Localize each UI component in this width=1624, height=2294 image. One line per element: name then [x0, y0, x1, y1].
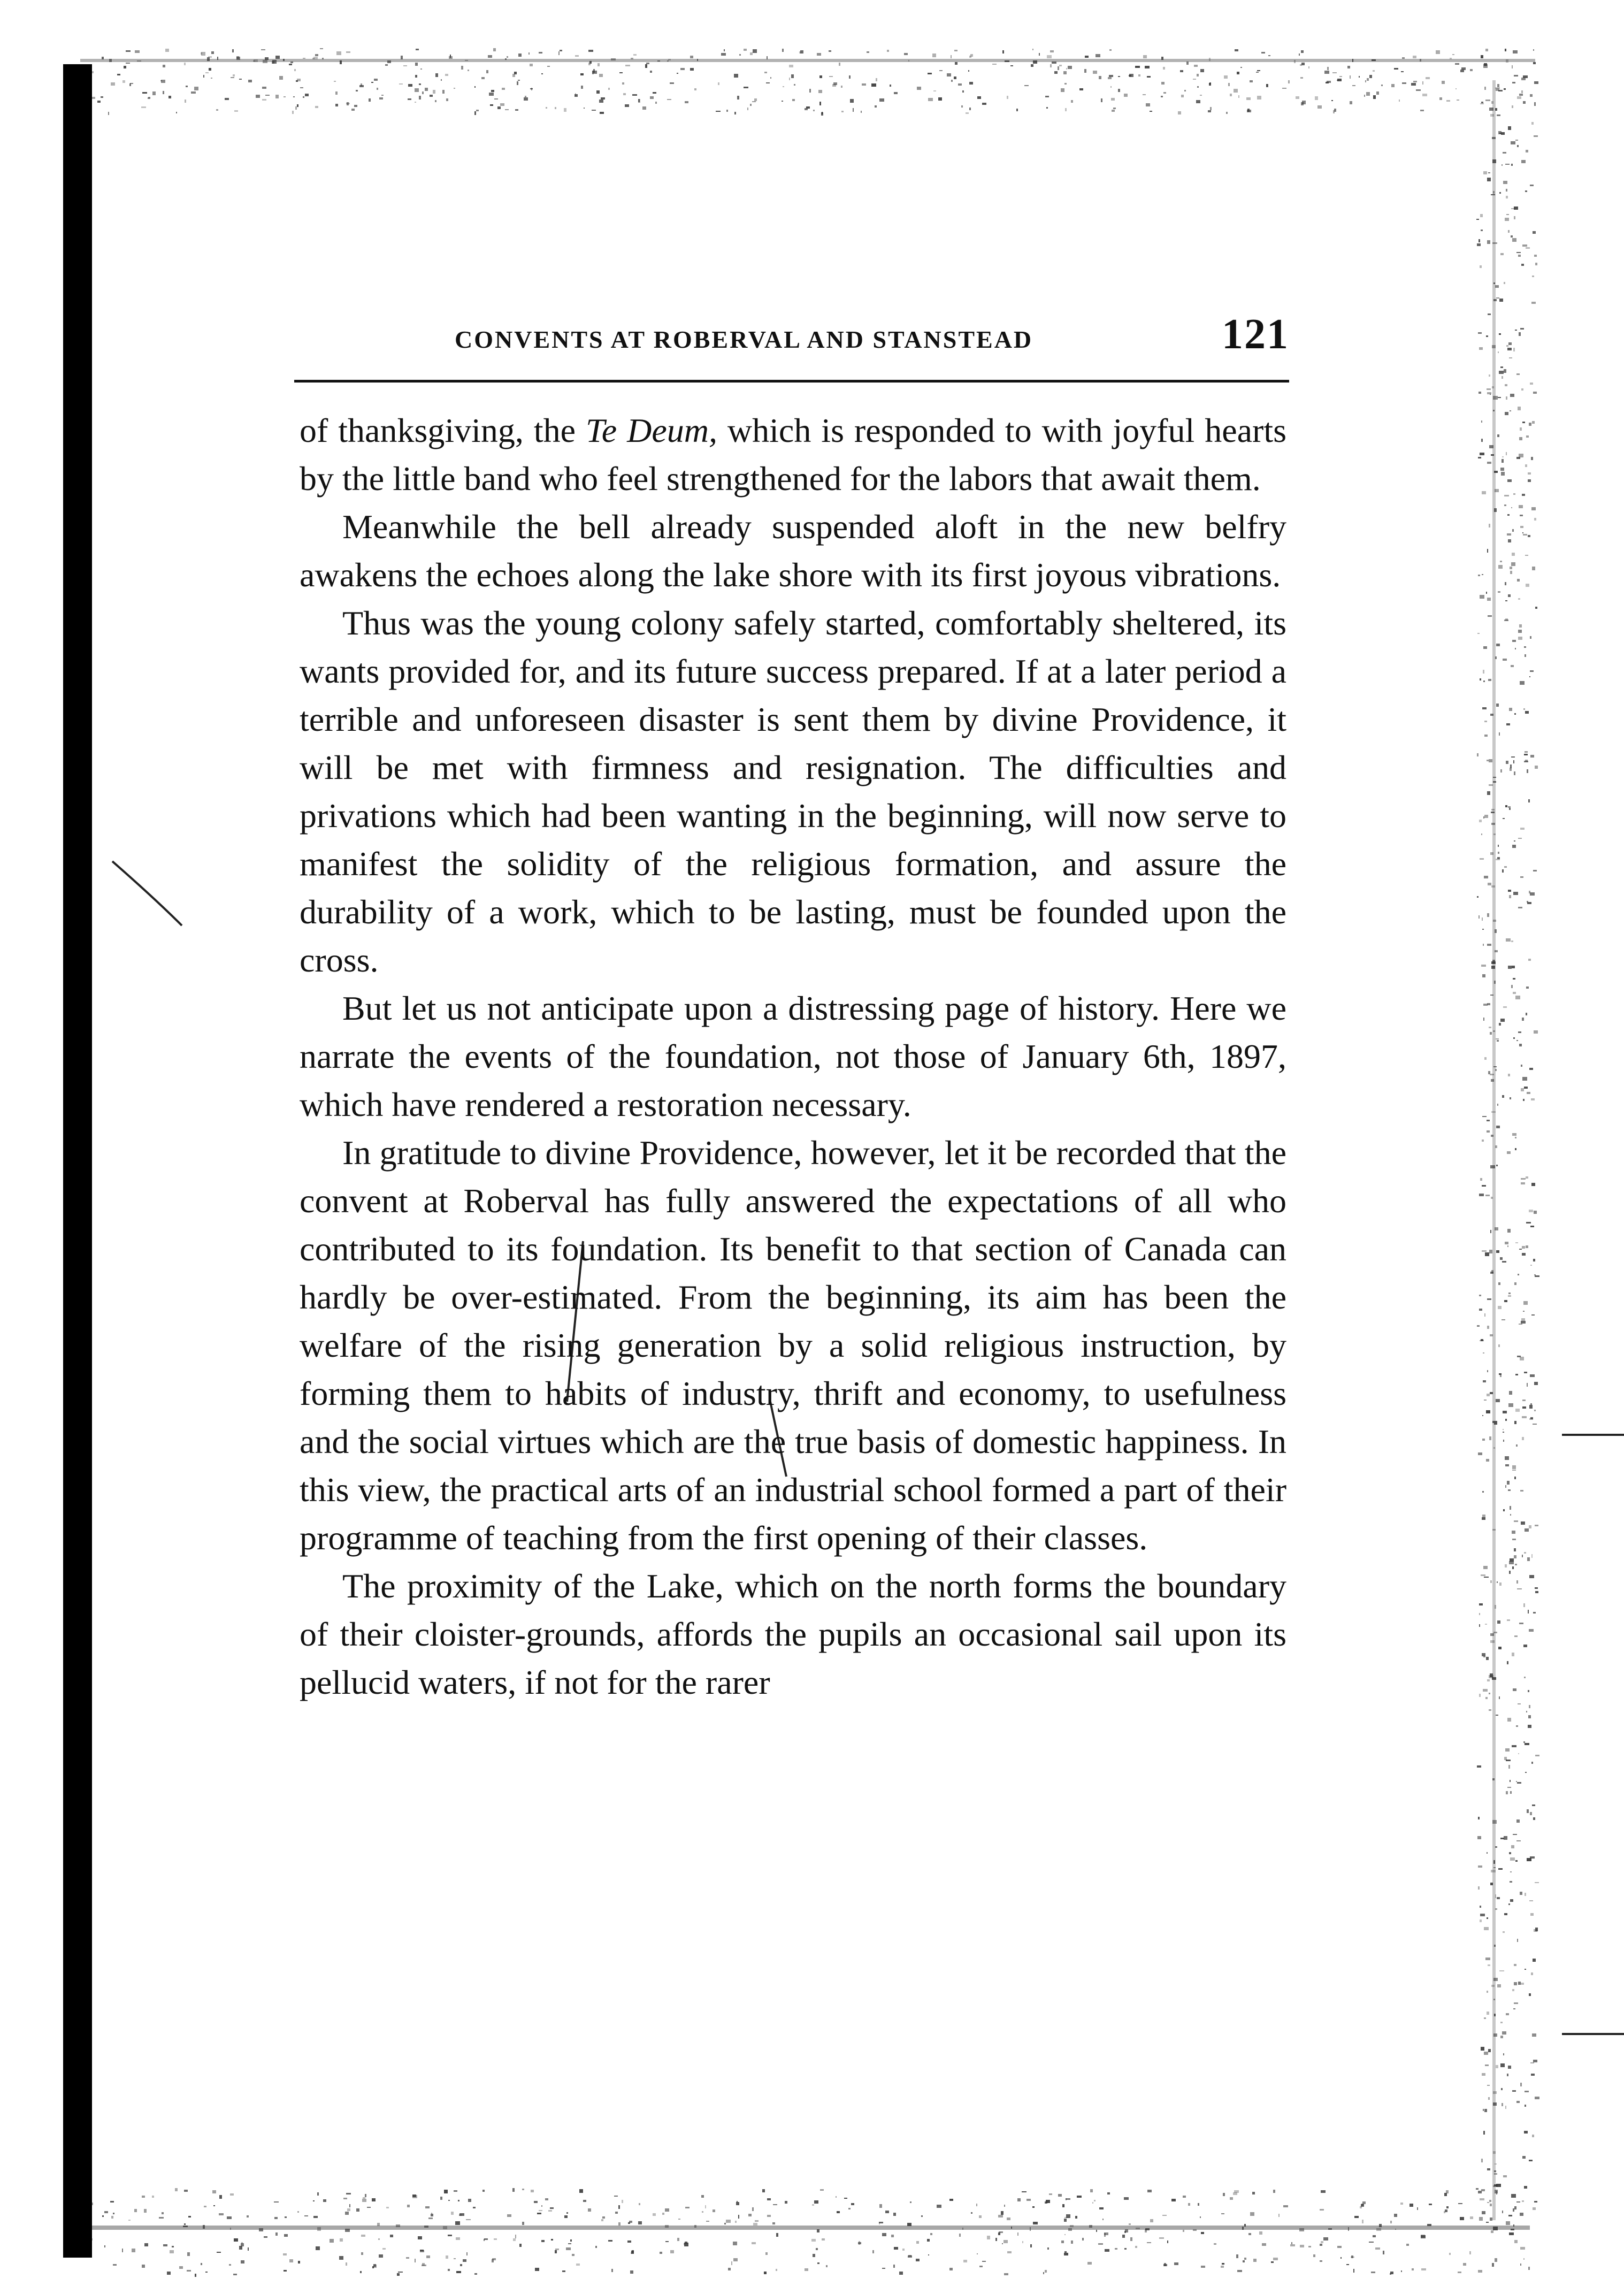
paragraph-4: But let us not anticipate upon a distressing page of history. Here we narrate the events of the foundation, not those of January 6th, 1897, which have rendered a restoration necessary. — [300, 989, 1286, 1123]
scan-edge-line — [1562, 1434, 1624, 1436]
header-rule — [294, 380, 1289, 383]
paragraph-3: Thus was the young colony safely started, comfortably sheltered, its wants provided for, and its future success prepared. If at a later period a terrible and unforeseen disaster is sent them by divine Providence, it will be met with firmness and resignation. The difficulties and privations which had been wanting in the beginning, will now serve to manifest the solidity of the religious formation, and assure the durability of a work, which to be lasting, must be founded upon the cross. — [300, 604, 1286, 979]
te-deum-italic: Te Deum, — [586, 411, 717, 449]
paragraph-1-end: which is responded to with joyful hearts by the little band who feel strengthened for the labors that await them. — [300, 411, 1287, 498]
scan-edge-line — [1562, 2033, 1624, 2035]
running-title: CONVENTS AT ROBERVAL AND STANSTEAD — [455, 326, 1033, 353]
paragraph-2: Meanwhile the bell already suspended aloft in the new belfry awakens the echoes along the lake shore with its first joyous vibrations. — [300, 508, 1286, 594]
paragraph-6: The proximity of the Lake, which on the north forms the boundary of their cloister-grounds, affords the pupils an occasional sail upon its pellucid waters, if not for the rarer — [300, 1567, 1286, 1701]
paragraph-5: In gratitude to divine Providence, however, let it be recorded that the convent at Roberval has fully answered the expectations of all who contributed to its foundation. Its benefit to that section of Canada can hardly be over-estimated. From the beginning, its aim has been the welfare of the rising generation by a solid religious instruction, by forming them to habits of industry, thrift and economy, to usefulness and the social virtues which are the true basis of domestic happiness. In this view, the practical arts of an industrial school formed a part of their programme of teaching from the first opening of their classes. — [300, 1134, 1286, 1557]
page-number: 121 — [1222, 311, 1289, 358]
running-header — [294, 310, 1289, 369]
paragraph-1 — [300, 407, 1286, 503]
body-text — [300, 407, 1286, 1707]
paragraph-1-start: of thanksgiving, the — [300, 411, 586, 449]
